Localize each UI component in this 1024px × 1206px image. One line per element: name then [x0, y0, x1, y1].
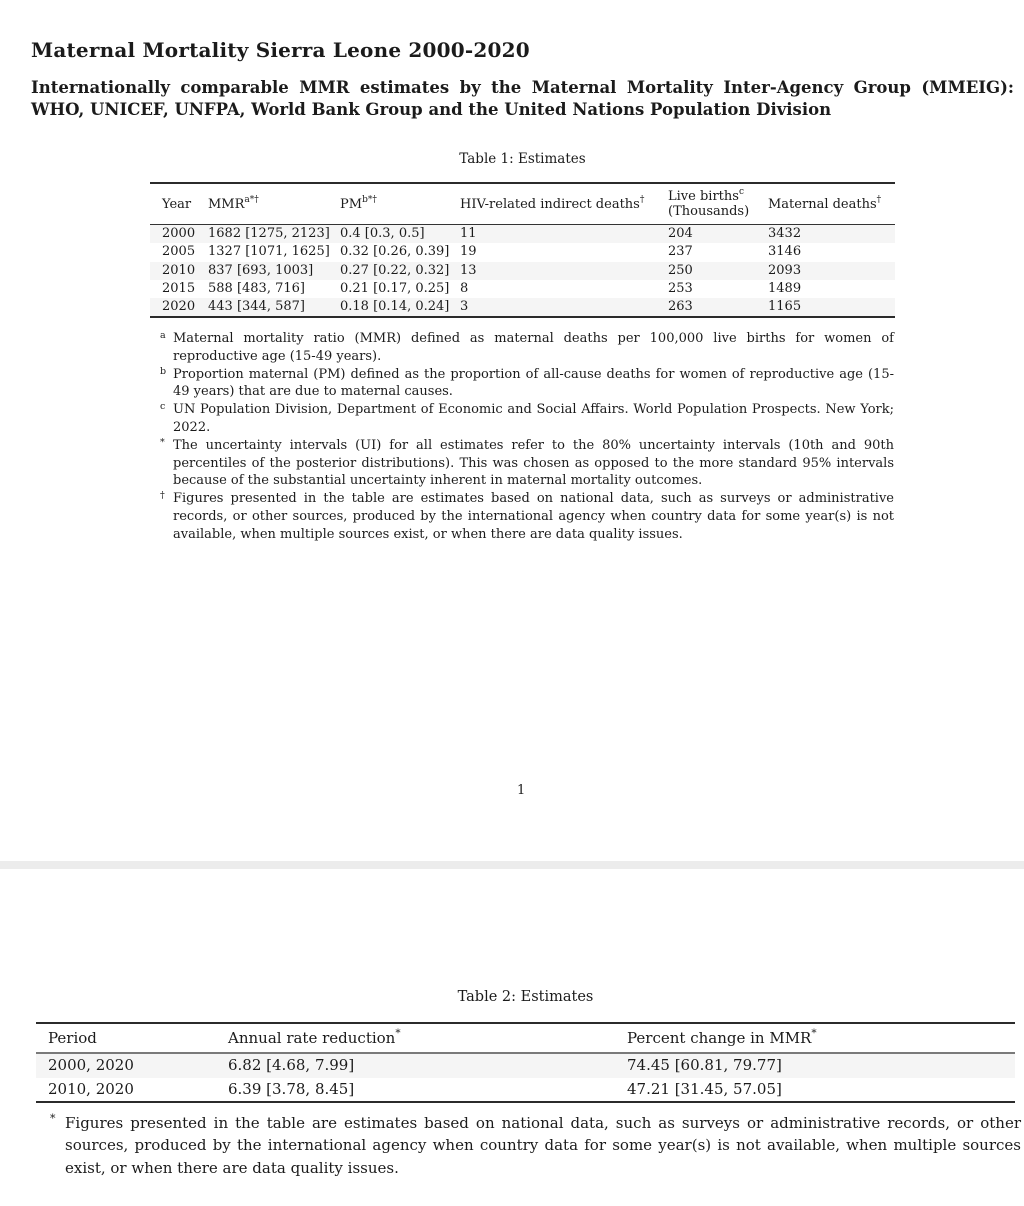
table1-cell: 3146 [768, 244, 802, 260]
footnote [160, 366, 894, 402]
footnote-text: The uncertainty intervals (UI) for all estimates refer to the 80% uncertainty intervals (10th and 90th percentiles of the posterior distributions). This was chosen as opposed to the more standard 95% intervals because of the substantial uncertainty inherent in maternal mortality outcomes. [173, 437, 894, 489]
table1-cell: 2093 [768, 262, 802, 278]
footnote-marker: * [50, 1112, 56, 1125]
table1-cell: 0.21 [0.17, 0.25] [340, 280, 450, 296]
table2-header-period: Period [36, 1023, 216, 1053]
table1-cell: 0.18 [0.14, 0.24] [340, 299, 450, 315]
table1-header-mmr: $MMR^{a*\dagger}$ [196, 183, 328, 225]
table1-header-row [150, 183, 895, 225]
table2-cell: 2010, 2020 [48, 1079, 134, 1098]
table1-cell: 1165 [768, 299, 802, 315]
table1-footnotes [160, 330, 894, 544]
table1-header-year: Year [150, 183, 196, 225]
table2-cell: 74.45 [60.81, 79.77] [627, 1056, 782, 1074]
table1-cell: 0.4 [0.3, 0.5] [340, 226, 425, 241]
footnote-marker: * [160, 436, 165, 448]
footnote-text: UN Population Division, Department of Economic and Social Affairs. World Population Prospects. New York; 2022. [173, 402, 894, 435]
table1-cell: 11 [460, 226, 477, 241]
document-title: Maternal Mortality Sierra Leone 2000-2020 [31, 38, 530, 62]
table1-cell: 2005 [162, 244, 196, 260]
page-separator [0, 861, 1024, 869]
table2-header-annual-rate-reduction: Annual rate reduction* [216, 1023, 615, 1053]
footnote-marker: b [160, 365, 167, 377]
table1-header-hiv-deaths: HIV-related indirect deaths† [448, 183, 656, 225]
footnote [160, 330, 894, 366]
footnote [160, 401, 894, 437]
table1-row [150, 243, 895, 261]
page-number: 1 [517, 783, 526, 798]
table2-header-row [36, 1023, 1015, 1053]
table2-row [36, 1053, 1015, 1078]
table1-row [150, 262, 895, 280]
table2-footnotes [50, 1112, 1021, 1179]
table1-caption: Table 1: Estimates [459, 151, 586, 167]
footnote [160, 490, 894, 543]
table2 [36, 1022, 1015, 1103]
table1-cell: 263 [668, 299, 693, 315]
footnote-marker: a [160, 330, 166, 341]
table1-cell: 204 [668, 226, 693, 241]
table1-cell: 1327 [1071, 1625] [208, 244, 330, 260]
table1-cell: 0.27 [0.22, 0.32] [340, 262, 450, 278]
table1-cell: 3432 [768, 226, 802, 241]
table1-cell: 19 [460, 244, 477, 260]
table1-cell: 1489 [768, 280, 802, 296]
footnote-text: Proportion maternal (PM) defined as the proportion of all-cause deaths for women of reproductive age (15-49 years) that are due to maternal causes. [173, 366, 894, 400]
table1-cell: 3 [460, 299, 469, 315]
footnote-text: Figures presented in the table are estimates based on national data, such as surveys or administrative records, or other sources, produced by the international agency when country data for some year(s) is not available, when multiple sources exist, or when there are data quality issues. [173, 491, 894, 542]
table2-cell: 6.82 [4.68, 7.99] [228, 1056, 355, 1074]
table1-cell: 2000 [162, 226, 196, 241]
table1-row [150, 298, 895, 317]
table1 [150, 182, 895, 318]
table1-cell: 2010 [162, 262, 196, 278]
table2-cell: 47.21 [31.45, 57.05] [627, 1079, 782, 1098]
footnote-text: Maternal mortality ratio (MMR) defined as maternal deaths per 100,000 live births for women of reproductive age (15-49 years). [173, 331, 894, 364]
table2-cell: 2000, 2020 [48, 1056, 134, 1074]
table2-row [36, 1078, 1015, 1103]
table1-cell: 2015 [162, 280, 196, 296]
table1-cell: 250 [668, 262, 693, 278]
footnote-marker: c [160, 401, 166, 413]
table1-cell: 443 [344, 587] [208, 299, 305, 315]
table1-header-pm: $PM^{b*\dagger}$ [328, 183, 448, 225]
table2-caption: Table 2: Estimates [457, 989, 594, 1005]
table1-cell: 837 [693, 1003] [208, 262, 314, 278]
table1-header-live-births: Live births$^c$ (Thousands) [656, 183, 756, 225]
table1-cell: 1682 [1275, 2123] [208, 226, 330, 241]
table1-header-maternal-deaths: Maternal deaths† [756, 183, 895, 225]
table1-cell: 8 [460, 280, 469, 296]
table1-cell: 253 [668, 280, 693, 296]
table1-cell: 237 [668, 244, 693, 260]
footnote-marker: † [160, 490, 165, 502]
table1-row [150, 225, 895, 244]
document-subtitle: Internationally comparable MMR estimates by the Maternal Mortality Inter-Agency Group (MMEIG): WHO, UNICEF, UNFPA, World Bank Group and the United Nations Population Division [31, 78, 1014, 119]
table1-cell: 2020 [162, 299, 196, 315]
footnote [160, 437, 894, 490]
footnote [50, 1112, 1021, 1179]
table1-cell: 588 [483, 716] [208, 280, 305, 296]
table1-cell: 0.32 [0.26, 0.39] [340, 244, 450, 260]
footnote-text: Figures presented in the table are estimates based on national data, such as surveys or administrative records, or other sources, produced by the international agency when country data for some year(s) is not available, when multiple sources exist, or when there are data quality issues. [65, 1114, 1021, 1177]
table2-header-percent-change-mmr: Percent change in MMR* [615, 1023, 1015, 1053]
table1-cell: 13 [460, 262, 477, 278]
table1-row [150, 280, 895, 298]
table2-cell: 6.39 [3.78, 8.45] [228, 1079, 355, 1098]
